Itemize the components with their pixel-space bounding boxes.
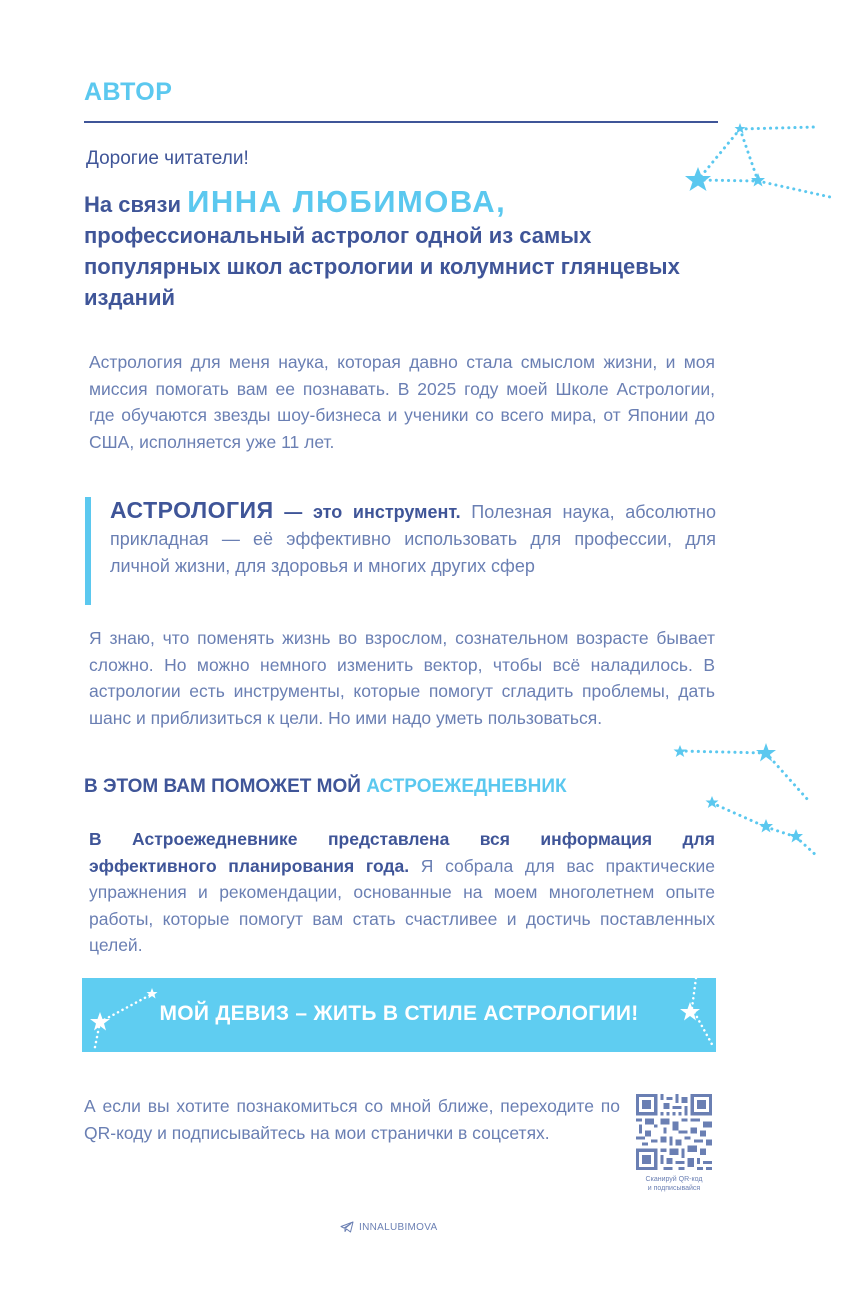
- paragraph-diary-rest: Я собрала для вас практические упражнения и рекомендации, основанные на моем многолетнем опыте работы, которые помогут вам стать счастливее и достичь поставленных целей.: [89, 855, 715, 955]
- star-icon: [674, 745, 687, 757]
- author-intro: [84, 186, 724, 313]
- star-icon: [759, 819, 773, 833]
- paragraph-diary: [89, 826, 715, 959]
- diary-heading-text: В ЭТОМ ВАМ ПОМОЖЕТ МОЙ: [84, 776, 361, 797]
- qr-code[interactable]: [636, 1094, 712, 1170]
- quote-term: АСТРОЛОГИЯ: [110, 497, 274, 523]
- qr-caption-line1: Сканируй QR-код: [645, 1176, 703, 1183]
- star-icon: [735, 123, 746, 134]
- paragraph-closing: А если вы хотите познакомиться со мной ближе, переходите по QR-коду и подписывайтесь на мои странички в соцсетях.: [84, 1096, 620, 1143]
- astrology-quote: [110, 497, 716, 580]
- telegram-icon: [340, 1221, 354, 1233]
- paragraph-diary-bold: В Астроежедневнике представлена вся информация для эффективного планирования года.: [89, 829, 715, 876]
- title-divider: [84, 121, 718, 123]
- section-title: АВТОР: [84, 78, 173, 106]
- paragraph-astrology-mission: Астрология для меня наука, которая давно стала смыслом жизни, и моя миссия помогать вам ее познавать. В 2025 году моей Школе Астрологии, где обучаются звезды шоу-бизнеса и ученики со всего мира, от Японии до США, исполняется уже 11 лет.: [89, 352, 715, 452]
- star-icon: [789, 829, 803, 843]
- qr-caption-line2: и подписывайся: [647, 1185, 701, 1192]
- diary-heading-accent: АСТРОЕЖЕДНЕВНИК: [366, 776, 567, 797]
- intro-prefix: На связи: [84, 192, 182, 217]
- star-icon: [706, 796, 719, 808]
- star-icon: [147, 988, 158, 999]
- author-name: ИННА ЛЮБИМОВА,: [187, 184, 507, 219]
- motto-banner: [82, 978, 716, 1052]
- motto-text: МОЙ ДЕВИЗ – ЖИТЬ В СТИЛЕ АСТРОЛОГИИ!: [159, 1002, 639, 1025]
- footer-handle[interactable]: INNALUBIMOVA: [359, 1221, 438, 1233]
- author-description: профессиональный астролог одной из самых популярных школ астрологии и колумнист глянцевых изданий: [84, 223, 680, 310]
- diary-heading: [84, 776, 567, 798]
- star-icon: [756, 743, 776, 762]
- quote-accent-bar: [85, 497, 91, 605]
- star-icon: [751, 173, 765, 187]
- quote-rest: Полезная наука, абсолютно прикладная — её эффективно использовать для профессии, для личной жизни, для здоровья и многих других сфер: [110, 502, 716, 576]
- greeting: Дорогие читатели!: [86, 148, 249, 169]
- qr-caption: [630, 1175, 718, 1193]
- footer[interactable]: [340, 1221, 437, 1233]
- paragraph-change-life: Я знаю, что поменять жизнь во взрослом, сознательном возрасте бывает сложно. Но можно немного изменить вектор, чтобы всё наладилось. В астрологии есть инструменты, которые помогут сгладить проблемы, дать шанс и приблизиться к цели. Но ими надо уметь пользоваться.: [89, 628, 715, 728]
- quote-dash-phrase: — это инструмент.: [284, 502, 461, 522]
